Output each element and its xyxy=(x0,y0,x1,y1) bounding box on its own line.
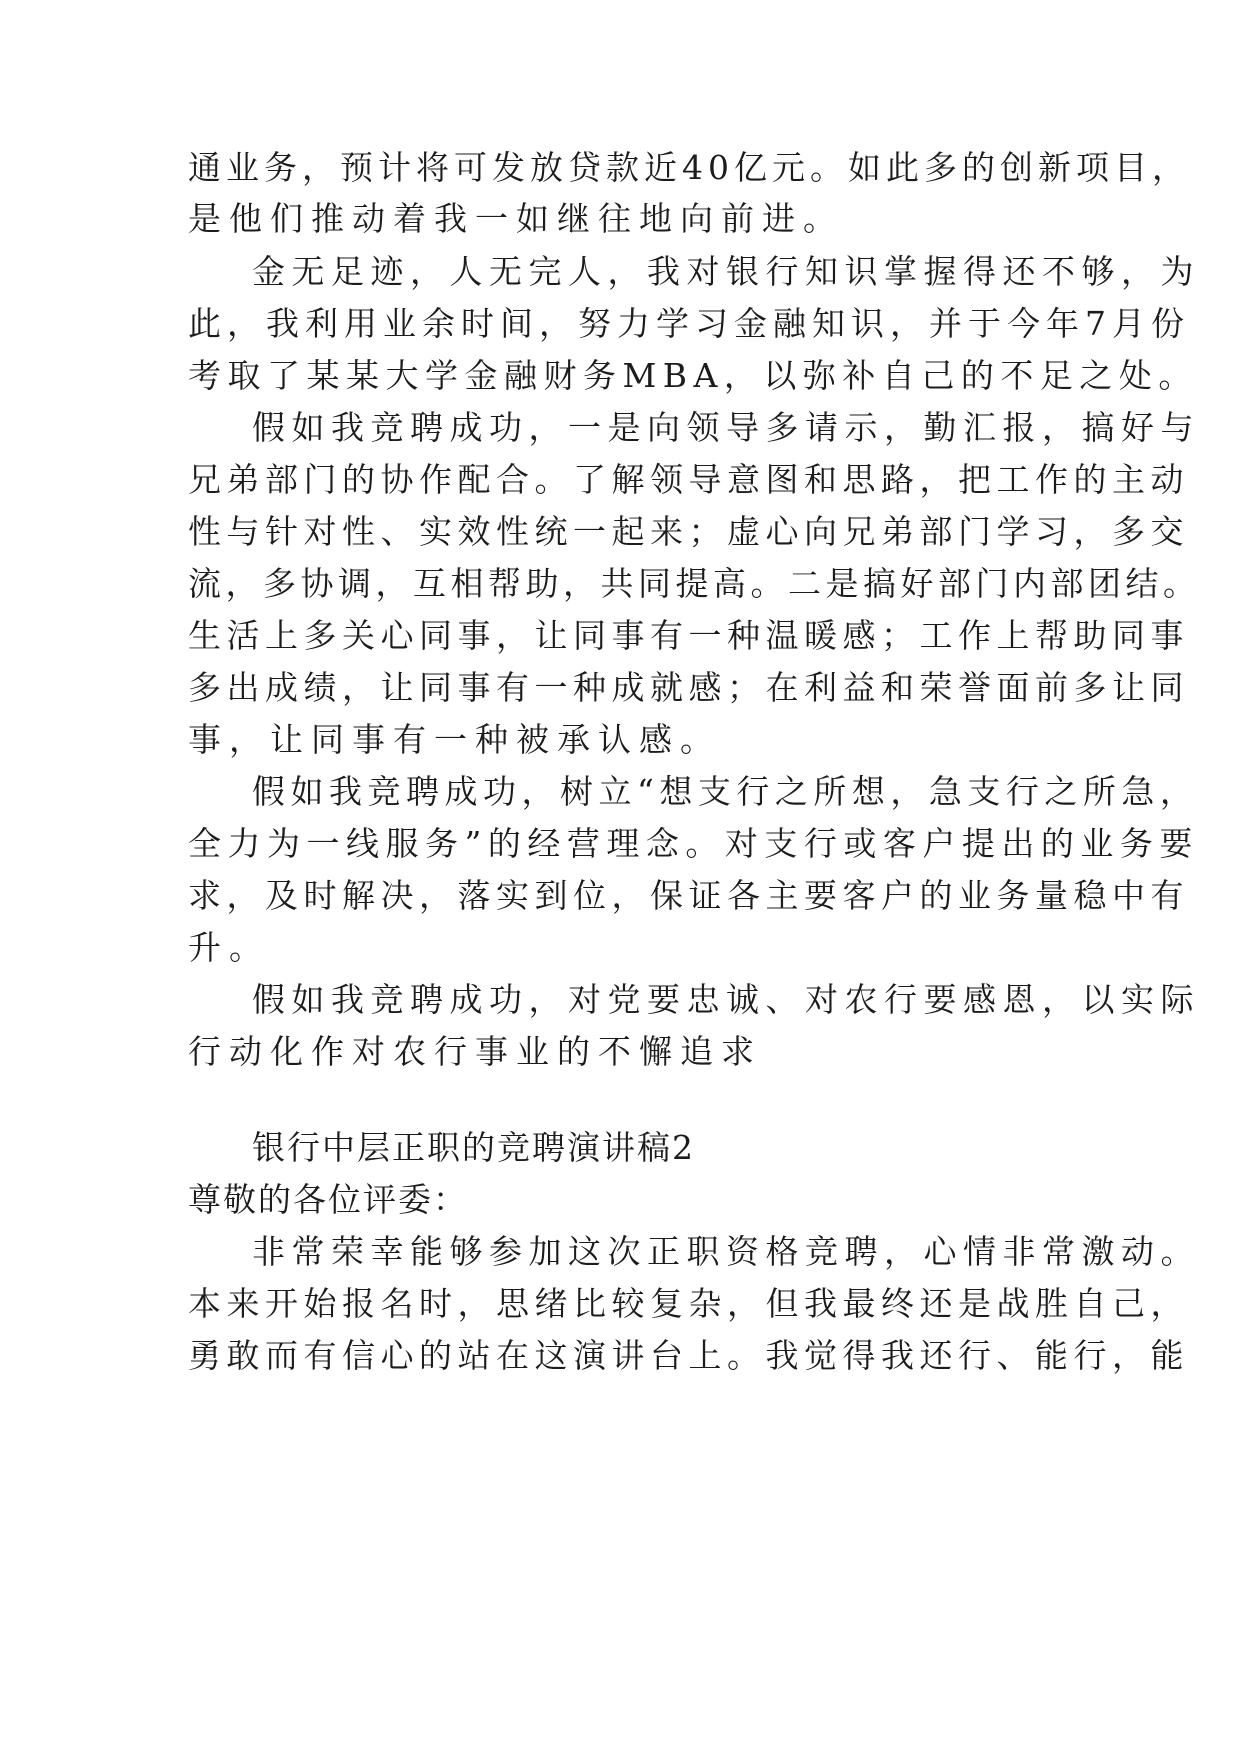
paragraph-4-line-3: 求，及时解决，落实到位，保证各主要客户的业务量稳中有 xyxy=(188,876,1189,915)
paragraph-3-line-6: 多出成绩，让同事有一种成就感；在利益和荣誉面前多让同 xyxy=(188,668,1189,707)
final-paragraph-line-2: 本来开始报名时，思绪比较复杂，但我最终还是战胜自己， xyxy=(188,1284,1189,1323)
paragraph-5-line-2: 行动化作对农行事业的不懈追求 xyxy=(188,1032,762,1071)
paragraph-4-line-4: 升。 xyxy=(188,928,270,967)
paragraph-3-line-3: 性与针对性、实效性统一起来；虚心向兄弟部门学习，多交 xyxy=(188,512,1189,551)
paragraph-4-line-2: 全力为一线服务”的经营理念。对支行或客户提出的业务要 xyxy=(188,824,1199,863)
paragraph-3-line-7: 事，让同事有一种被承认感。 xyxy=(188,720,721,759)
paragraph-1-line-1: 通业务，预计将可发放贷款近40亿元。如此多的创新项目， xyxy=(188,148,1190,187)
final-paragraph-line-3: 勇敢而有信心的站在这演讲台上。我觉得我还行、能行，能 xyxy=(188,1336,1189,1375)
paragraph-3-line-4: 流，多协调，互相帮助，共同提高。二是搞好部门内部团结。 xyxy=(188,564,1201,603)
paragraph-4-line-1: 假如我竞聘成功，树立“想支行之所想，急支行之所急， xyxy=(252,772,1199,811)
paragraph-3-line-1: 假如我竞聘成功，一是向领导多请示，勤汇报，搞好与 xyxy=(252,408,1200,447)
greeting: 尊敬的各位评委： xyxy=(188,1180,468,1219)
paragraph-3-line-2: 兄弟部门的协作配合。了解领导意图和思路，把工作的主动 xyxy=(188,460,1189,499)
paragraph-3-line-5: 生活上多关心同事，让同事有一种温暖感；工作上帮助同事 xyxy=(188,616,1189,655)
paragraph-2-line-2: 此，我利用业余时间，努力学习金融知识，并于今年7月份 xyxy=(188,304,1190,343)
paragraph-2-line-1: 金无足迹，人无完人，我对银行知识掌握得还不够，为 xyxy=(252,252,1200,291)
section-heading: 银行中层正职的竞聘演讲稿2 xyxy=(252,1128,695,1167)
paragraph-2-line-3: 考取了某某大学金融财务MBA，以弥补自己的不足之处。 xyxy=(188,356,1198,395)
paragraph-1-line-2: 是他们推动着我一如继往地向前进。 xyxy=(188,199,844,238)
paragraph-5-line-1: 假如我竞聘成功，对党要忠诚、对农行要感恩，以实际 xyxy=(252,980,1200,1019)
final-paragraph-line-1: 非常荣幸能够参加这次正职资格竞聘，心情非常激动。 xyxy=(252,1232,1200,1271)
